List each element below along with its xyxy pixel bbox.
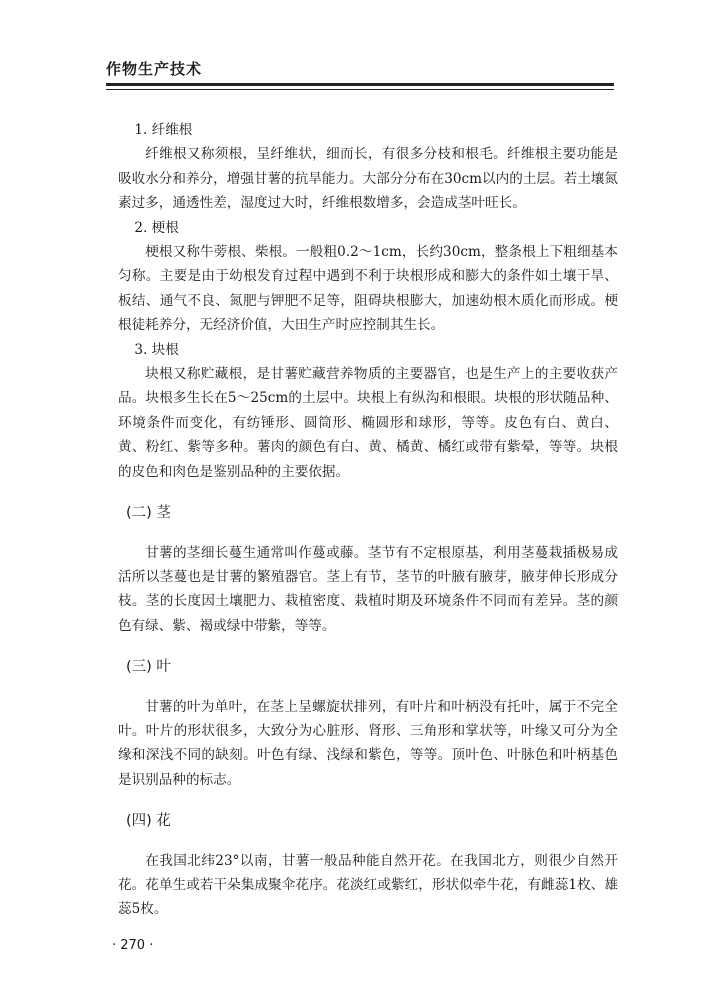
paragraph-stem: 甘薯的茎细长蔓生通常叫作蔓或藤。茎节有不定根原基，利用茎蔓栽插极易成活所以茎蔓也是甘薯的繁殖器官。茎上有节，茎节的叶腋有腋芽，腋芽伸长形成分枝。茎的长度因土壤肥力、栽植密度、栽植时期及环境条件不同而有差异。茎的颜色有绿、紫、褐或绿中带紫，等等。 — [118, 544, 618, 634]
page-body — [118, 118, 618, 922]
section-heading-leaf: (三) 叶 — [125, 659, 171, 676]
subheading-stalk-root: 2. 梗根 — [134, 219, 179, 236]
section-heading-stem: (二) 茎 — [125, 505, 171, 522]
subheading-fibrous-root: 1. 纤维根 — [134, 122, 193, 138]
paragraph-flower: 在我国北纬23°以南，甘薯一般品种能自然开花。在我国北方，则很少自然开花。花单生或若干朵集成聚伞花序。花淡红或紫红，形状似牵牛花，有雌蕊1枚、雄蕊5枚。 — [118, 852, 618, 918]
paragraph-leaf: 甘薯的叶为单叶，在茎上呈螺旋状排列，有叶片和叶柄没有托叶，属于不完全叶。叶片的形状很多，大致分为心脏形、肾形、三角形和掌状等，叶缘又可分为全缘和深浅不同的缺刻。叶色有绿、浅绿和紫色，等等。顶叶色、叶脉色和叶柄基色是识别品种的标志。 — [118, 698, 618, 788]
running-header-title: 作物生产技术 — [106, 60, 203, 78]
page-number: · 270 · — [112, 938, 154, 953]
header-rule-thick — [106, 83, 614, 86]
paragraph-fibrous-root: 纤维根又称须根，呈纤维状，细而长，有很多分枝和根毛。纤维根主要功能是吸收水分和养分，增强甘薯的抗旱能力。大部分分布在30cm以内的土层。若土壤氮素过多，通透性差，湿度过大时，纤维根数增多，会造成茎叶旺长。 — [118, 146, 618, 212]
paragraph-stalk-root: 梗根又称牛蒡根、柴根。一般粗0.2～1cm，长约30cm，整条根上下粗细基本匀称。主要是由于幼根发育过程中遇到不利于块根形成和膨大的条件如土壤干旱、板结、通气不良、氮肥与钾肥不足等，阻碍块根膨大，加速幼根木质化而形成。梗根徒耗养分，无经济价值，大田生产时应控制其生长。 — [118, 244, 618, 334]
subheading-tuberous-root: 3. 块根 — [134, 341, 179, 358]
section-heading-flower: (四) 花 — [125, 813, 171, 830]
header-rule-thin — [106, 89, 614, 90]
paragraph-tuberous-root: 块根又称贮藏根，是甘薯贮藏营养物质的主要器官，也是生产上的主要收获产品。块根多生长在5～25cm的土层中。块根上有纵沟和根眼。块根的形状随品种、环境条件而变化，有纺锤形、圆筒形、椭圆形和球形，等等。皮色有白、黄白、黄、粉红、紫等多种。薯肉的颜色有白、黄、橘黄、橘红或带有紫晕，等等。块根的皮色和肉色是鉴别品种的主要依据。 — [118, 366, 618, 480]
